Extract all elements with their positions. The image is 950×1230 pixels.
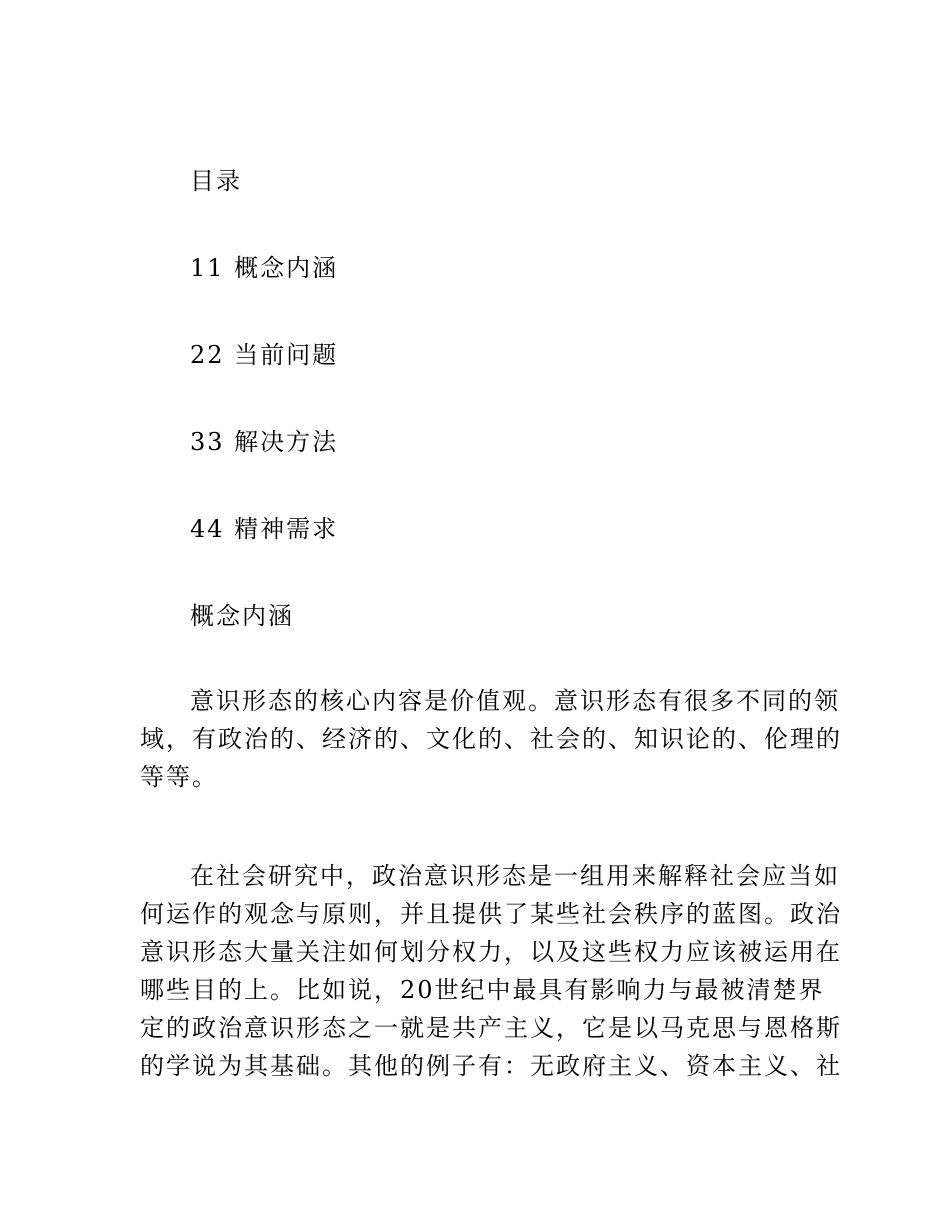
paragraph-1 [140, 682, 842, 796]
paragraph-line: 在社会研究中，政治意识形态是一组用来解释社会应当如 [190, 862, 840, 890]
toc-item-1[interactable]: 11 概念内涵 [190, 254, 339, 282]
paragraph-line: 等等。 [140, 763, 218, 791]
paragraph-line: 何运作的观念与原则，并且提供了某些社会秩序的蓝图。政治 [140, 900, 842, 928]
paragraph-line: 域，有政治的、经济的、文化的、社会的、知识论的、伦理的 [140, 725, 842, 753]
toc-item-4[interactable]: 44 精神需求 [190, 515, 339, 543]
paragraph-2 [140, 857, 842, 1085]
section-title: 概念内涵 [190, 602, 294, 630]
toc-item-2[interactable]: 22 当前问题 [190, 341, 339, 369]
paragraph-line: 意识形态的核心内容是价值观。意识形态有很多不同的领 [190, 687, 840, 715]
toc-title: 目录 [190, 167, 242, 195]
paragraph-line: 意识形态大量关注如何划分权力，以及这些权力应该被运用在 [140, 938, 842, 966]
paragraph-line: 的学说为其基础。其他的例子有：无政府主义、资本主义、社 [140, 1052, 842, 1080]
paragraph-line: 哪些目的上。比如说，20世纪中最具有影响力与最被清楚界 [140, 976, 825, 1004]
paragraph-line: 定的政治意识形态之一就是共产主义，它是以马克思与恩格斯 [140, 1014, 842, 1042]
toc-item-3[interactable]: 33 解决方法 [190, 428, 339, 456]
